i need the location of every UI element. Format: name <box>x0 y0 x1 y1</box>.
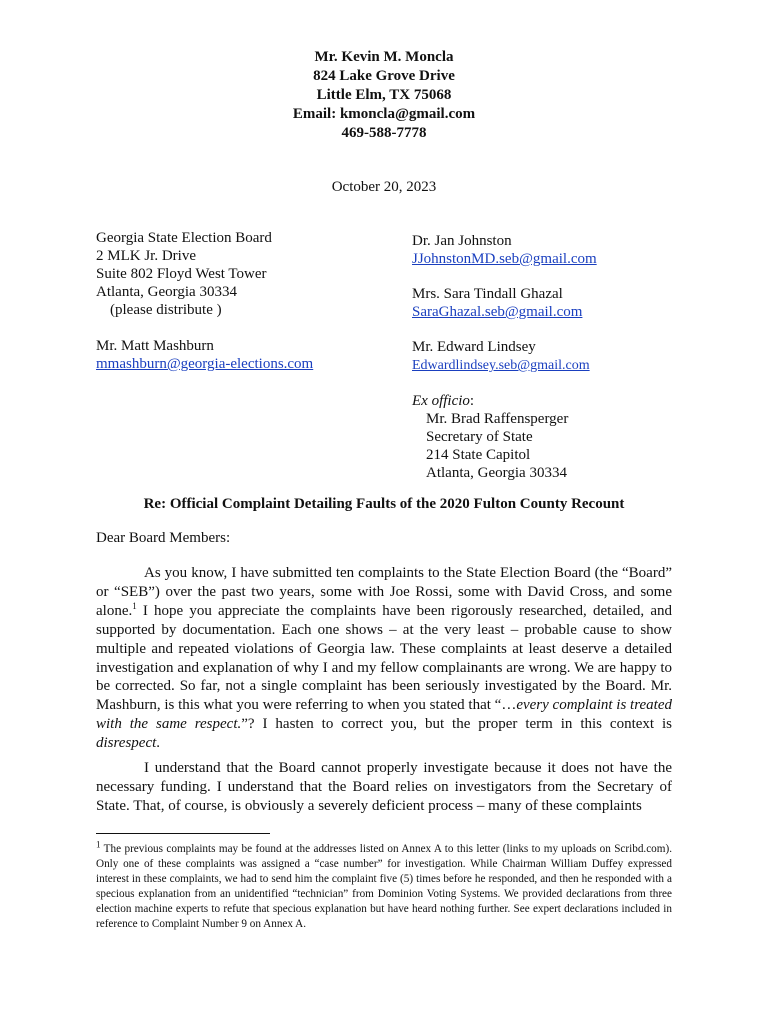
recipient-ghazal-name: Mrs. Sara Tindall Ghazal <box>412 286 563 302</box>
ex-officio-street: 214 State Capitol <box>426 447 531 463</box>
recipient-mashburn-name: Mr. Matt Mashburn <box>96 338 214 354</box>
letter-date: October 20, 2023 <box>331 179 437 195</box>
footnote-ref: 1 <box>132 600 137 611</box>
sender-block <box>0 48 768 143</box>
footnote <box>96 839 672 933</box>
footnote-text: The previous complaints may be found at the addresses listed on Annex A to this letter (links to my uploads on Scribd.com). Only one of these complaints was assigned a “case number” for investigation. While Chairman William Duffey expressed interest in these complaints, we had to send him the complaint five (5) times before he responded, and then he responded with a specious explanation from an unidentified “technician” from Dominion Voting Systems. We provided declarations from three election machine experts to refute that specious explanation but have heard nothing further. See expert declarations included in reference to Complaint Number 9 on Annex A. <box>96 843 672 931</box>
distribute-note: (please distribute ) <box>110 302 222 318</box>
ex-officio-label <box>412 392 597 410</box>
recipient-street: 2 MLK Jr. Drive <box>96 248 196 264</box>
subject-line: Re: Official Complaint Detailing Faults of the 2020 Fulton County Recount <box>143 496 625 512</box>
footnote-marker: 1 <box>96 839 101 850</box>
recipient-mashburn-email-link[interactable]: mmashburn@georgia-elections.com <box>96 356 314 372</box>
p1-part2: I hope you appreciate the complaints have been rigorously researched, detailed, and supported by documentation. Each one shows – at the very least – probable cause to show multiple and repeated violations of Georgia law. These complaints at least deserve a detailed investigation and explanation of why I and my fellow complainants are wrong. We are happy to be corrected. So far, not a single complaint has been seriously investigated by the Board. Mr. Mashburn, is this what you were referring to when you stated that “… <box>96 602 672 714</box>
sender-email: Email: kmoncla@gmail.com <box>292 106 476 122</box>
p1-quote: every complaint is treated with the same respect. <box>96 697 672 733</box>
p1-part1: As you know, I have submitted ten complaints to the State Election Board (the “Board” or “SEB”) over the past two years, some with Joe Rossi, some with David Cross, and some alone. <box>96 565 672 619</box>
paragraph-2 <box>96 759 672 816</box>
ex-officio-city: Atlanta, Georgia 30334 <box>426 465 567 481</box>
recipient-suite: Suite 802 Floyd West Tower <box>96 266 267 282</box>
salutation: Dear Board Members: <box>96 530 231 546</box>
ex-officio-title: Secretary of State <box>426 429 533 445</box>
sender-phone: 469-588-7778 <box>341 125 427 141</box>
recipient-city: Atlanta, Georgia 30334 <box>96 284 237 300</box>
ex-officio-name: Mr. Brad Raffensperger <box>426 411 569 427</box>
recipient-johnston-name: Dr. Jan Johnston <box>412 233 512 249</box>
footnote-rule <box>96 833 270 834</box>
p1-part4: . <box>156 735 161 752</box>
recipient-lindsey-name: Mr. Edward Lindsey <box>412 339 536 355</box>
recipient-ghazal-email-link[interactable]: SaraGhazal.seb@gmail.com <box>412 304 583 320</box>
spacer <box>96 319 313 337</box>
paragraph-1-text <box>96 564 672 753</box>
spacer <box>412 268 597 285</box>
ex-officio-colon: : <box>469 393 475 409</box>
p1-part3: ”? I hasten to correct you, but the proper term in this context is <box>241 716 672 733</box>
spacer <box>412 375 597 392</box>
paragraph-2-text: I understand that the Board cannot properly investigate because it does not have the necessary funding. I understand that the Board relies on investigators from the Secretary of State. That, of course, is obviously a severely deficient process – many of these complaints <box>96 760 672 814</box>
recipients-right <box>412 232 597 482</box>
sender-name: Mr. Kevin M. Moncla <box>314 49 454 65</box>
ex-officio-label-italic: Ex officio <box>412 393 470 409</box>
sender-street: 824 Lake Grove Drive <box>313 68 455 84</box>
spacer <box>412 321 597 338</box>
p1-term: disrespect <box>96 735 157 752</box>
recipients-left <box>96 229 313 373</box>
paragraph-1 <box>96 564 672 753</box>
recipient-org: Georgia State Election Board <box>96 230 272 246</box>
sender-city: Little Elm, TX 75068 <box>316 87 452 103</box>
recipient-johnston-email-link[interactable]: JJohnstonMD.seb@gmail.com <box>412 251 597 267</box>
recipient-lindsey-email-link[interactable]: Edwardlindsey.seb@gmail.com <box>412 358 590 373</box>
